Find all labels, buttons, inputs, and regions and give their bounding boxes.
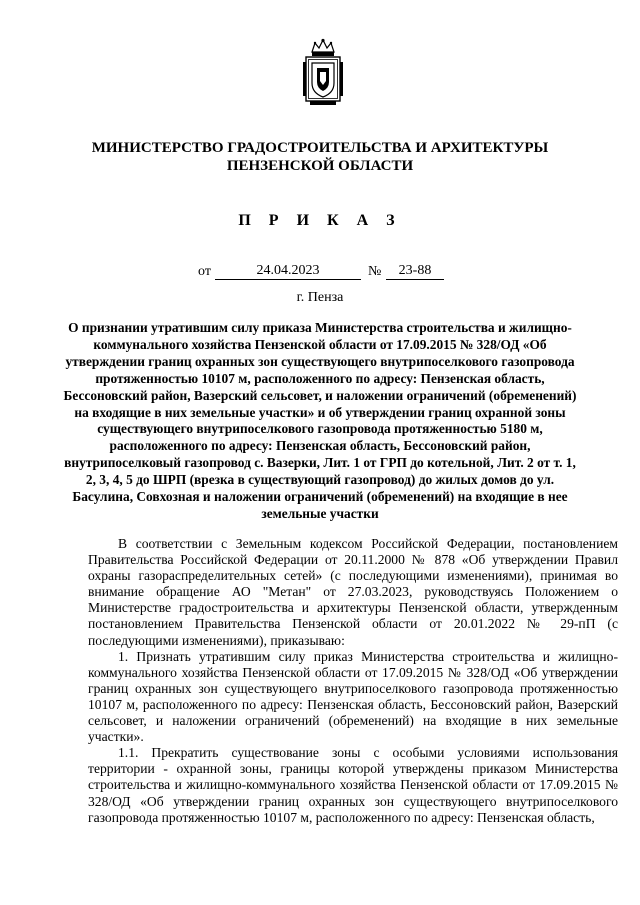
clause-1-1: 1.1. Прекратить существование зоны с особыми условиями использования территории - охранной зоны, границы которой утверждены приказом Министерства строительства и жилищно-коммунального хозяйства Пензенской области от 17.09.2015 № 328/ОД «Об утверждении границ охранных зон существующего внутрипоселкового газопровода протяженностью 10107 м, расположенного по адресу: Пензенская область, bbox=[88, 745, 618, 825]
coat-of-arms-icon bbox=[302, 38, 344, 108]
city: г. Пенза bbox=[296, 290, 344, 305]
document-type: П Р И К А З bbox=[238, 212, 402, 229]
preamble-paragraph: В соответствии с Земельным кодексом Российской Федерации, постановлением Правительства Российской Федерации от 20.11.2000 № 878 «Об утверждении Правил охраны газораспределительных сетей» (с последующими изменениями), принимая во внимание обращение АО "Метан" от 27.03.2023, руководствуясь Положением о Министерстве градостроительства и архитектуры Пензенской области, утвержденным постановлением Правительства Пензенской области от 20.01.2022 № 29-пП (с последующими изменениями), приказываю: bbox=[88, 536, 618, 648]
ministry-name: МИНИСТЕРСТВО ГРАДОСТРОИТЕЛЬСТВА И АРХИТЕКТУРЫ ПЕНЗЕНСКОЙ ОБЛАСТИ bbox=[91, 140, 549, 174]
number-label: № bbox=[368, 264, 382, 279]
order-title: О признании утратившим силу приказа Министерства строительства и жилищно-коммунального хозяйства Пензенской области от 17.09.2015 № 328/ОД «Об утверждении границ охранных зон существующего внутрипоселкового газопровода протяженностью 10107 м, расположенного по адресу: Пензенская область, Бессоновский район, Вазерский сельсовет, и наложении ограничений (обременений) на входящие в них земельные участки» и об утверждении границ охранной зоны существующего внутрипоселкового газопровода протяженностью 5180 м, расположенного по адресу: Пензенская область, Бессоновский район, внутрипоселковый газопровод с. Вазерки, Лит. 1 от ГРП до котельной, Лит. 2 от т. 1, 2, 3, 4, 5 до ШРП (врезка в существующий газопровод) до жилых домов до ул. Басулина, Совхозная и наложении ограничений (обременений) на входящие в нее земельные участки bbox=[63, 320, 577, 521]
order-date: 24.04.2023 bbox=[215, 263, 361, 280]
date-number-line bbox=[0, 263, 640, 283]
clause-1: 1. Признать утратившим силу приказ Министерства строительства и жилищно-коммунального хозяйства Пензенской области от 17.09.2015 № 328/ОД «Об утверждении границ охранных зон существующего внутрипоселкового газопровода протяженностью 10107 м, расположенного по адресу: Пензенская область, Бессоновский район, Вазерский сельсовет, и наложении ограничений (обременений) на входящие в них земельные участки». bbox=[88, 648, 618, 745]
order-number: 23-88 bbox=[386, 263, 444, 280]
order-body bbox=[88, 536, 618, 826]
date-label: от bbox=[198, 264, 211, 279]
